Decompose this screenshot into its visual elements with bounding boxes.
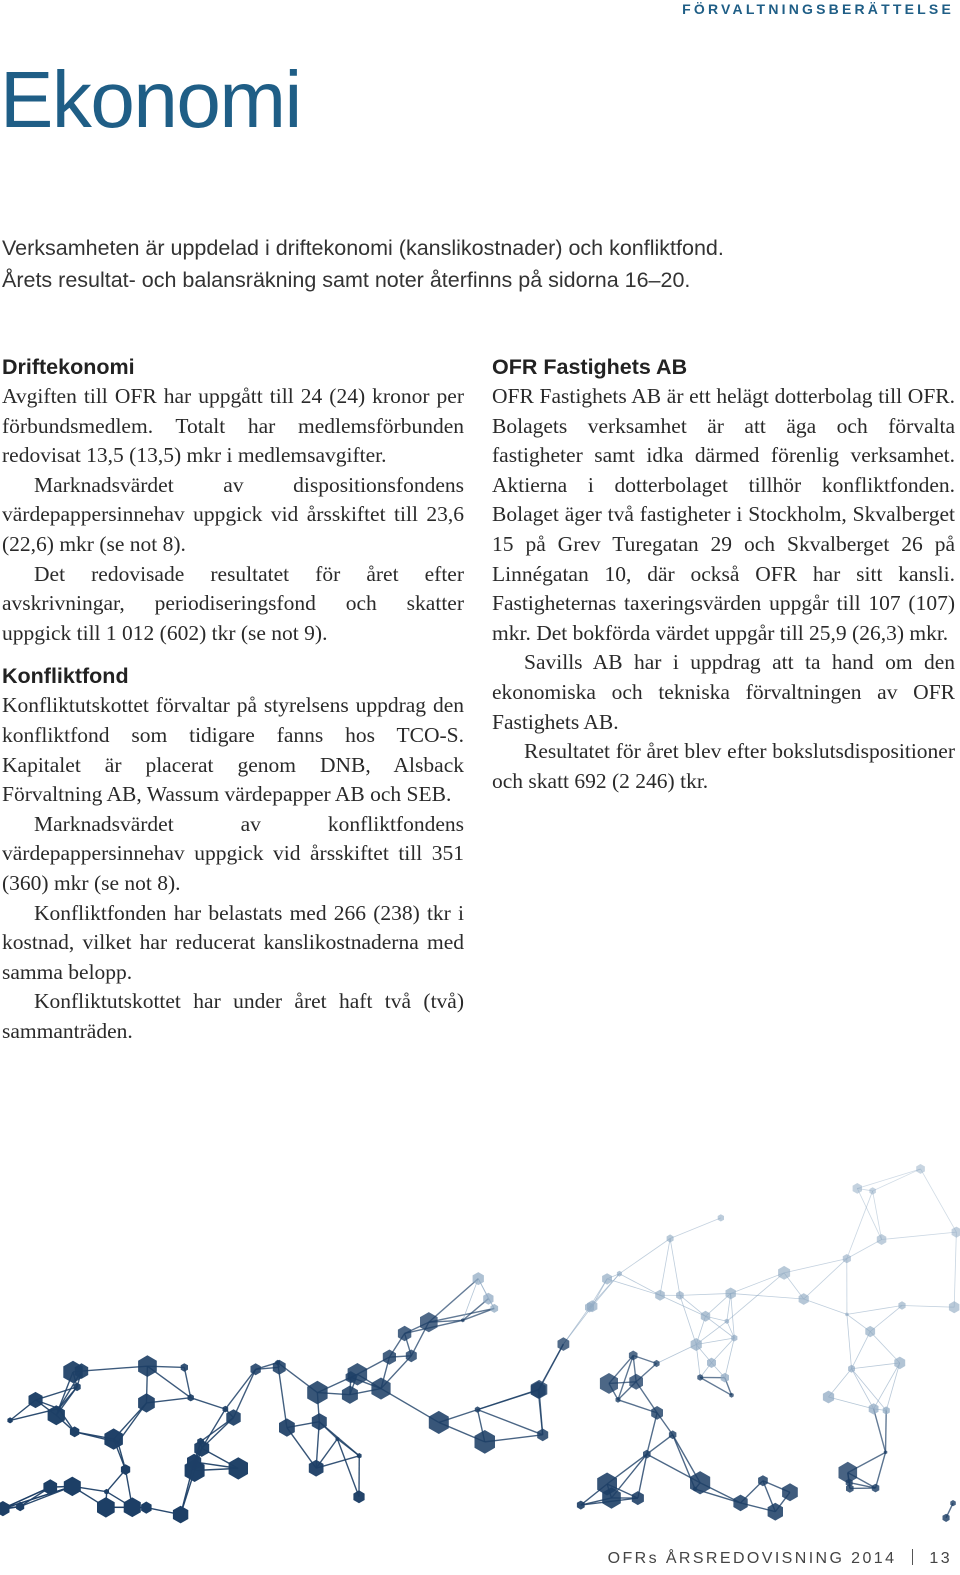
network-node [725, 1319, 730, 1324]
network-node [839, 1462, 858, 1484]
paragraph: Konfliktutskottet förvaltar på styrelsens uppdrag den konfliktfond som tidigare fanns hos TCO-S. Kapitalet är placerat genom DNB, Alsback Förvaltning AB, Wassum värdepapper AB och SEB. [2, 693, 464, 807]
page-title: Ekonomi [0, 55, 301, 144]
network-node [690, 1471, 710, 1494]
network-node [173, 1506, 188, 1524]
network-link [870, 1332, 900, 1363]
network-link [874, 1363, 900, 1409]
network-link [731, 1293, 804, 1299]
konfliktfond-heading: Konfliktfond [2, 664, 129, 689]
network-node [778, 1266, 790, 1280]
section-label: FÖRVALTNINGSBERÄTTELSE [682, 1, 954, 17]
intro-line: Årets resultat- och balansräkning samt noter återfinns på sidorna 16–20. [2, 268, 691, 292]
network-node [473, 1272, 484, 1285]
driftekonomi-heading: Driftekonomi [2, 355, 135, 379]
left-column [2, 352, 464, 1046]
network-node [632, 1491, 644, 1505]
page-number: 13 [929, 1550, 952, 1567]
network-node [429, 1411, 449, 1434]
network-node [729, 1393, 733, 1398]
network-link [857, 1188, 881, 1239]
network-link [660, 1295, 705, 1316]
network-links [0, 1169, 956, 1518]
network-link [852, 1332, 871, 1369]
paragraph: Konfliktutskottet har under året haft två (två) sammanträden. [2, 989, 464, 1043]
paragraph: Resultatet för året blev efter bokslutsdispositioner och skatt 692 (2 246) tkr. [492, 739, 955, 793]
network-node [853, 1183, 862, 1194]
network-node [667, 1234, 674, 1242]
network-link [954, 1232, 956, 1307]
network-illustration [0, 1140, 960, 1530]
network-link [921, 1169, 957, 1232]
network-node [490, 1304, 498, 1313]
network-link [478, 1410, 543, 1435]
network-node [398, 1326, 411, 1342]
network-link [725, 1338, 734, 1378]
network-link [882, 1232, 957, 1239]
network-link [712, 1338, 735, 1363]
network-node [943, 1514, 950, 1522]
network-node [181, 1363, 188, 1372]
network-node [718, 1214, 724, 1221]
network-node [483, 1293, 493, 1305]
network-node [48, 1405, 65, 1425]
network-node [64, 1477, 81, 1497]
network-link [784, 1259, 847, 1273]
network-link [847, 1314, 852, 1368]
network-node [229, 1457, 248, 1479]
network-link [874, 1409, 886, 1453]
ofr-fastighets-section [492, 352, 955, 796]
network-node [141, 1502, 152, 1514]
network-link [804, 1299, 847, 1314]
footer-divider [912, 1549, 913, 1565]
network-node [279, 1418, 295, 1436]
network-link [870, 1306, 902, 1332]
network-link [670, 1218, 721, 1239]
network-node [726, 1288, 736, 1300]
network-node [124, 1497, 141, 1517]
network-node [676, 1291, 684, 1300]
network-link [873, 1169, 921, 1191]
network-node [312, 1413, 327, 1430]
network-link [886, 1363, 900, 1411]
network-node [898, 1301, 905, 1309]
network-link [429, 1279, 478, 1323]
network-link [828, 1397, 873, 1409]
network-link [852, 1363, 900, 1369]
network-node [353, 1490, 364, 1503]
network-node [342, 1386, 358, 1404]
network-link [191, 1398, 226, 1409]
network-node [577, 1501, 585, 1510]
network-link [873, 1191, 882, 1240]
network-node [869, 1403, 879, 1414]
network-node [188, 1394, 194, 1401]
network-link [619, 1239, 670, 1274]
network-link [563, 1306, 592, 1344]
network-node [602, 1273, 612, 1284]
network-link [804, 1259, 847, 1299]
network-link [852, 1369, 874, 1409]
network-link [857, 1169, 920, 1188]
network-link [81, 1366, 147, 1371]
network-node [558, 1337, 570, 1351]
driftekonomi-section [2, 352, 464, 648]
network-node [307, 1381, 327, 1405]
network-node [475, 1430, 496, 1454]
network-node [843, 1254, 851, 1263]
network-link [696, 1338, 734, 1344]
network-link [847, 1240, 882, 1259]
network-link [680, 1293, 731, 1295]
paragraph: Marknadsvärdet av dispositionsfondens värdepappersinnehav uppgick vid årsskiftet till 23,6 (22,6) mkr (se not 8). [2, 472, 464, 556]
network-link [886, 1410, 887, 1452]
right-column [492, 352, 955, 796]
network-node [383, 1350, 396, 1365]
paragraph: Det redovisade resultatet för året efter avskrivningar, periodiseringsfond och skatter uppgick till 1 012 (602) tkr (se not 9). [2, 561, 464, 645]
network-node [701, 1311, 710, 1322]
footer [608, 1549, 952, 1569]
network-node [273, 1360, 286, 1375]
paragraph: Savills AB har i uppdrag att ta hand om den ekonomiska och tekniska förvaltningen av OFR Fastighets AB. [492, 650, 955, 734]
network-link [670, 1239, 680, 1296]
publication-name: OFRs ÅRSREDOVISNING 2014 [607, 1550, 897, 1567]
network-link [731, 1273, 784, 1294]
network-node [869, 1187, 876, 1195]
network-node [531, 1380, 548, 1399]
paragraph: OFR Fastighets AB är ett helägt dotterbolag till OFR. Bolagets verksamhet är att äga och förvalta fastigheter samt idka därmed förenlig verksamhet. Aktierna i dotterbolaget tillhör konfliktfonden. Bolaget äger två fastigheter i Stockholm, Skvalberget 15 på Grev Turegatan 29 och Skvalberget 26 på Linnégatan 10, där också OFR har sitt kansli. Fastigheternas taxeringsvärden uppgår till 107 (107) mkr. Det bokförda värdet uppgår till 25,9 (26,3) mkr. [492, 384, 955, 645]
intro-line: Verksamheten är uppdelad i driftekonomi (kanslikostnader) och konfliktfond. [2, 236, 724, 260]
network-node [0, 1501, 10, 1516]
network-link [847, 1306, 902, 1315]
network-node [475, 1406, 481, 1412]
intro [2, 232, 922, 296]
network-link [847, 1191, 873, 1259]
network-link [902, 1306, 954, 1308]
network-node [845, 1312, 849, 1316]
network-link [657, 1344, 697, 1363]
network-node [916, 1164, 925, 1174]
network-node [950, 1500, 956, 1506]
network-node [877, 1234, 887, 1245]
network-node [872, 1484, 880, 1493]
konfliktfond-section [2, 661, 464, 1046]
paragraph: Avgiften till OFR har uppgått till 24 (24) kronor per förbundsmedlem. Totalt har medlemsförbunden redovisat 13,5 (13,5) mkr i medlemsavgifter. [2, 384, 464, 468]
network-node [29, 1392, 43, 1408]
network-node [949, 1301, 960, 1313]
network-node [97, 1497, 115, 1518]
network-node [537, 1429, 548, 1442]
network-link [660, 1239, 670, 1296]
network-node [138, 1355, 157, 1377]
network-node [655, 1290, 665, 1301]
paragraph: Marknadsvärdet av konfliktfondens värdepappersinnehav uppgick vid årsskiftet till 351 (360) mkr (se not 8). [2, 811, 464, 895]
network-node [16, 1502, 24, 1511]
paragraph: Konfliktfonden har belastats med 266 (238) tkr i kostnad, vilket har reducerat kanslikostnaderna med samma belopp. [2, 900, 464, 984]
network-link [680, 1295, 696, 1344]
network-link [478, 1389, 540, 1409]
network-node [952, 1227, 960, 1238]
ofr-fastighets-heading: OFR Fastighets AB [492, 355, 688, 379]
